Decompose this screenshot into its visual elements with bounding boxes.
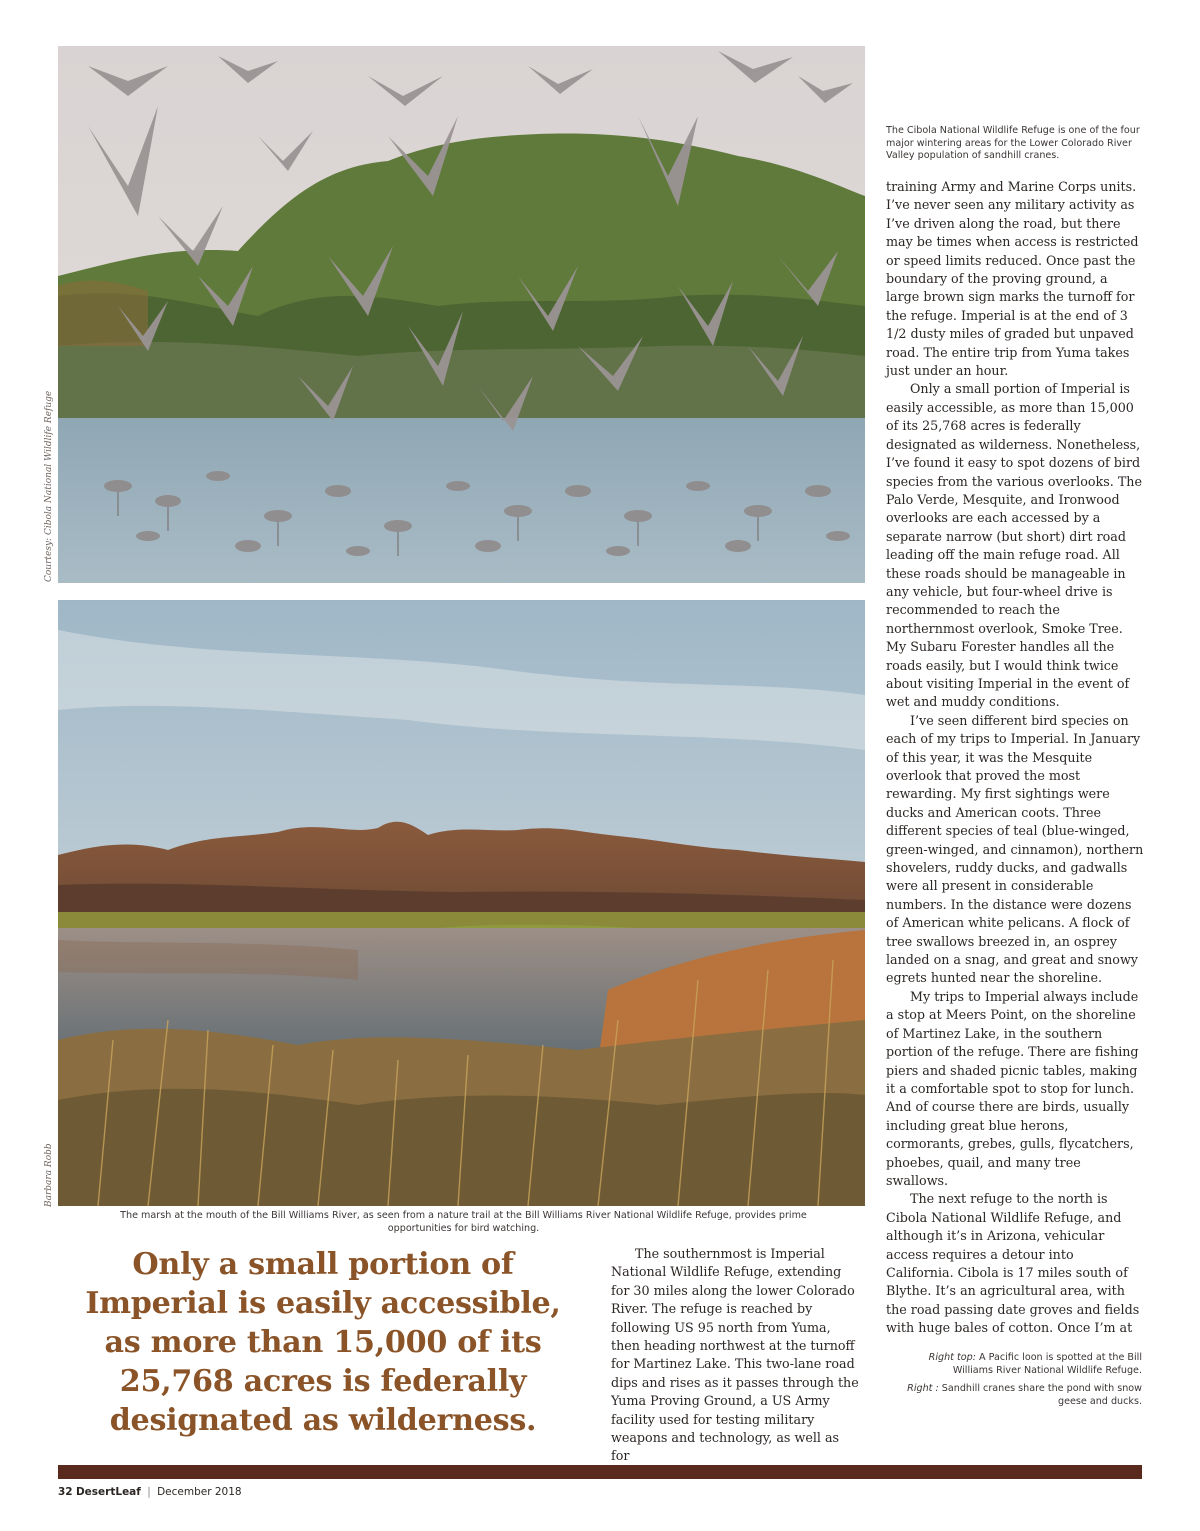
magazine-name: DesertLeaf: [75, 1486, 141, 1498]
article-column-middle: [611, 1245, 859, 1466]
side-caption: [890, 1383, 1142, 1408]
photo-credit-bottom: Barbara Robb: [44, 1143, 54, 1207]
side-caption: [890, 1352, 1142, 1377]
side-caption-label: Right :: [907, 1383, 939, 1394]
article-column-right: [886, 178, 1144, 1338]
side-caption-text: Sandhill cranes share the pond with snow geese and ducks.: [941, 1383, 1142, 1407]
side-caption-text: A Pacific loon is spotted at the Bill Williams River National Wildlife Refuge.: [952, 1352, 1142, 1376]
pull-quote: Only a small portion of Imperial is easily accessible, as more than 15,000 of its 25,768 acres is federally designated as wilderness.: [85, 1247, 561, 1438]
footer-separator: |: [147, 1486, 151, 1498]
photo-credit-top: Courtesy: Cibola National Wildlife Refuge: [44, 390, 54, 582]
issue-date: December 2018: [157, 1486, 242, 1498]
cranes-photo: [58, 46, 865, 583]
article-paragraph: The southernmost is Imperial National Wildlife Refuge, extending for 30 miles along the lower Colorado River. The refuge is reached by following US 95 north from Yuma, then heading northwest at the turnoff for Martinez Lake. This two-lane road dips and rises as it passes through the Yuma Proving Ground, a US Army facility used for testing military weapons and technology, as well as for: [611, 1246, 859, 1464]
article-paragraph: Only a small portion of Imperial is easily accessible, as more than 15,000 of its 25,768 acres is federally designated as wilderness. Nonetheless, I’ve found it easy to spot dozens of bird species from the various overlooks. The Palo Verde, Mesquite, and Ironwood overlooks are each accessed by a separate narrow (but short) dirt road leading off the main refuge road. All these roads should be manageable in any vehicle, but four-wheel drive is recommended to reach the northernmost overlook, Smoke Tree. My Subaru Forester handles all the roads easily, but I would think twice about visiting Imperial in the event of wet and muddy conditions.: [886, 381, 1142, 710]
article-paragraph: I’ve seen different bird species on each of my trips to Imperial. In January of this year, it was the Mesquite overlook that proved the most rewarding. My first sightings were ducks and American coots. Three different species of teal (blue-winged, green-winged, and cinnamon), northern shovelers, ruddy ducks, and gadwalls were all present in considerable numbers. In the distance were dozens of American white pelicans. A flock of tree swallows breezed in, an osprey landed on a snag, and great and snowy egrets hunted near the shoreline.: [886, 712, 1144, 986]
article-paragraph: The next refuge to the north is Cibola National Wildlife Refuge, and although it’s in Arizona, vehicular access requires a detour into California. Cibola is 17 miles south of Blythe. It’s an agricultural area, with the road passing date groves and fields with huge bales of cotton. Once I’m at: [886, 1191, 1140, 1336]
article-paragraph: My trips to Imperial always include a stop at Meers Point, on the shoreline of Martinez Lake, in the southern portion of the refuge. There are fishing piers and shaded picnic tables, making it a comfortable spot to stop for lunch. And of course there are birds, usually including great blue herons, cormorants, grebes, gulls, flycatchers, phoebes, quail, and many tree swallows.: [886, 988, 1139, 1188]
side-captions: [890, 1352, 1142, 1414]
page-footer: [58, 1486, 242, 1498]
page-number: 32: [58, 1486, 73, 1498]
photo-caption-bottom: The marsh at the mouth of the Bill Williams River, as seen from a nature trail at the Bill Williams River National Wildlife Refuge, provides prime opportunities for bird watching.: [120, 1210, 807, 1234]
side-caption-label: Right top:: [928, 1352, 976, 1363]
marsh-photo-image: [58, 600, 865, 1206]
marsh-photo: [58, 600, 865, 1206]
photo-caption-top: The Cibola National Wildlife Refuge is one of the four major wintering areas for the Lower Colorado River Valley population of sandhill cranes.: [886, 125, 1140, 161]
article-paragraph: training Army and Marine Corps units. I’ve never seen any military activity as I’ve driven along the road, but there may be times when access is restricted or speed limits reduced. Once past the boundary of the proving ground, a large brown sign marks the turnoff for the refuge. Imperial is at the end of 3 1/2 dusty miles of graded but unpaved road. The entire trip from Yuma takes just under an hour.: [886, 179, 1139, 379]
cranes-photo-image: [58, 46, 865, 583]
footer-bar: [58, 1465, 1142, 1479]
